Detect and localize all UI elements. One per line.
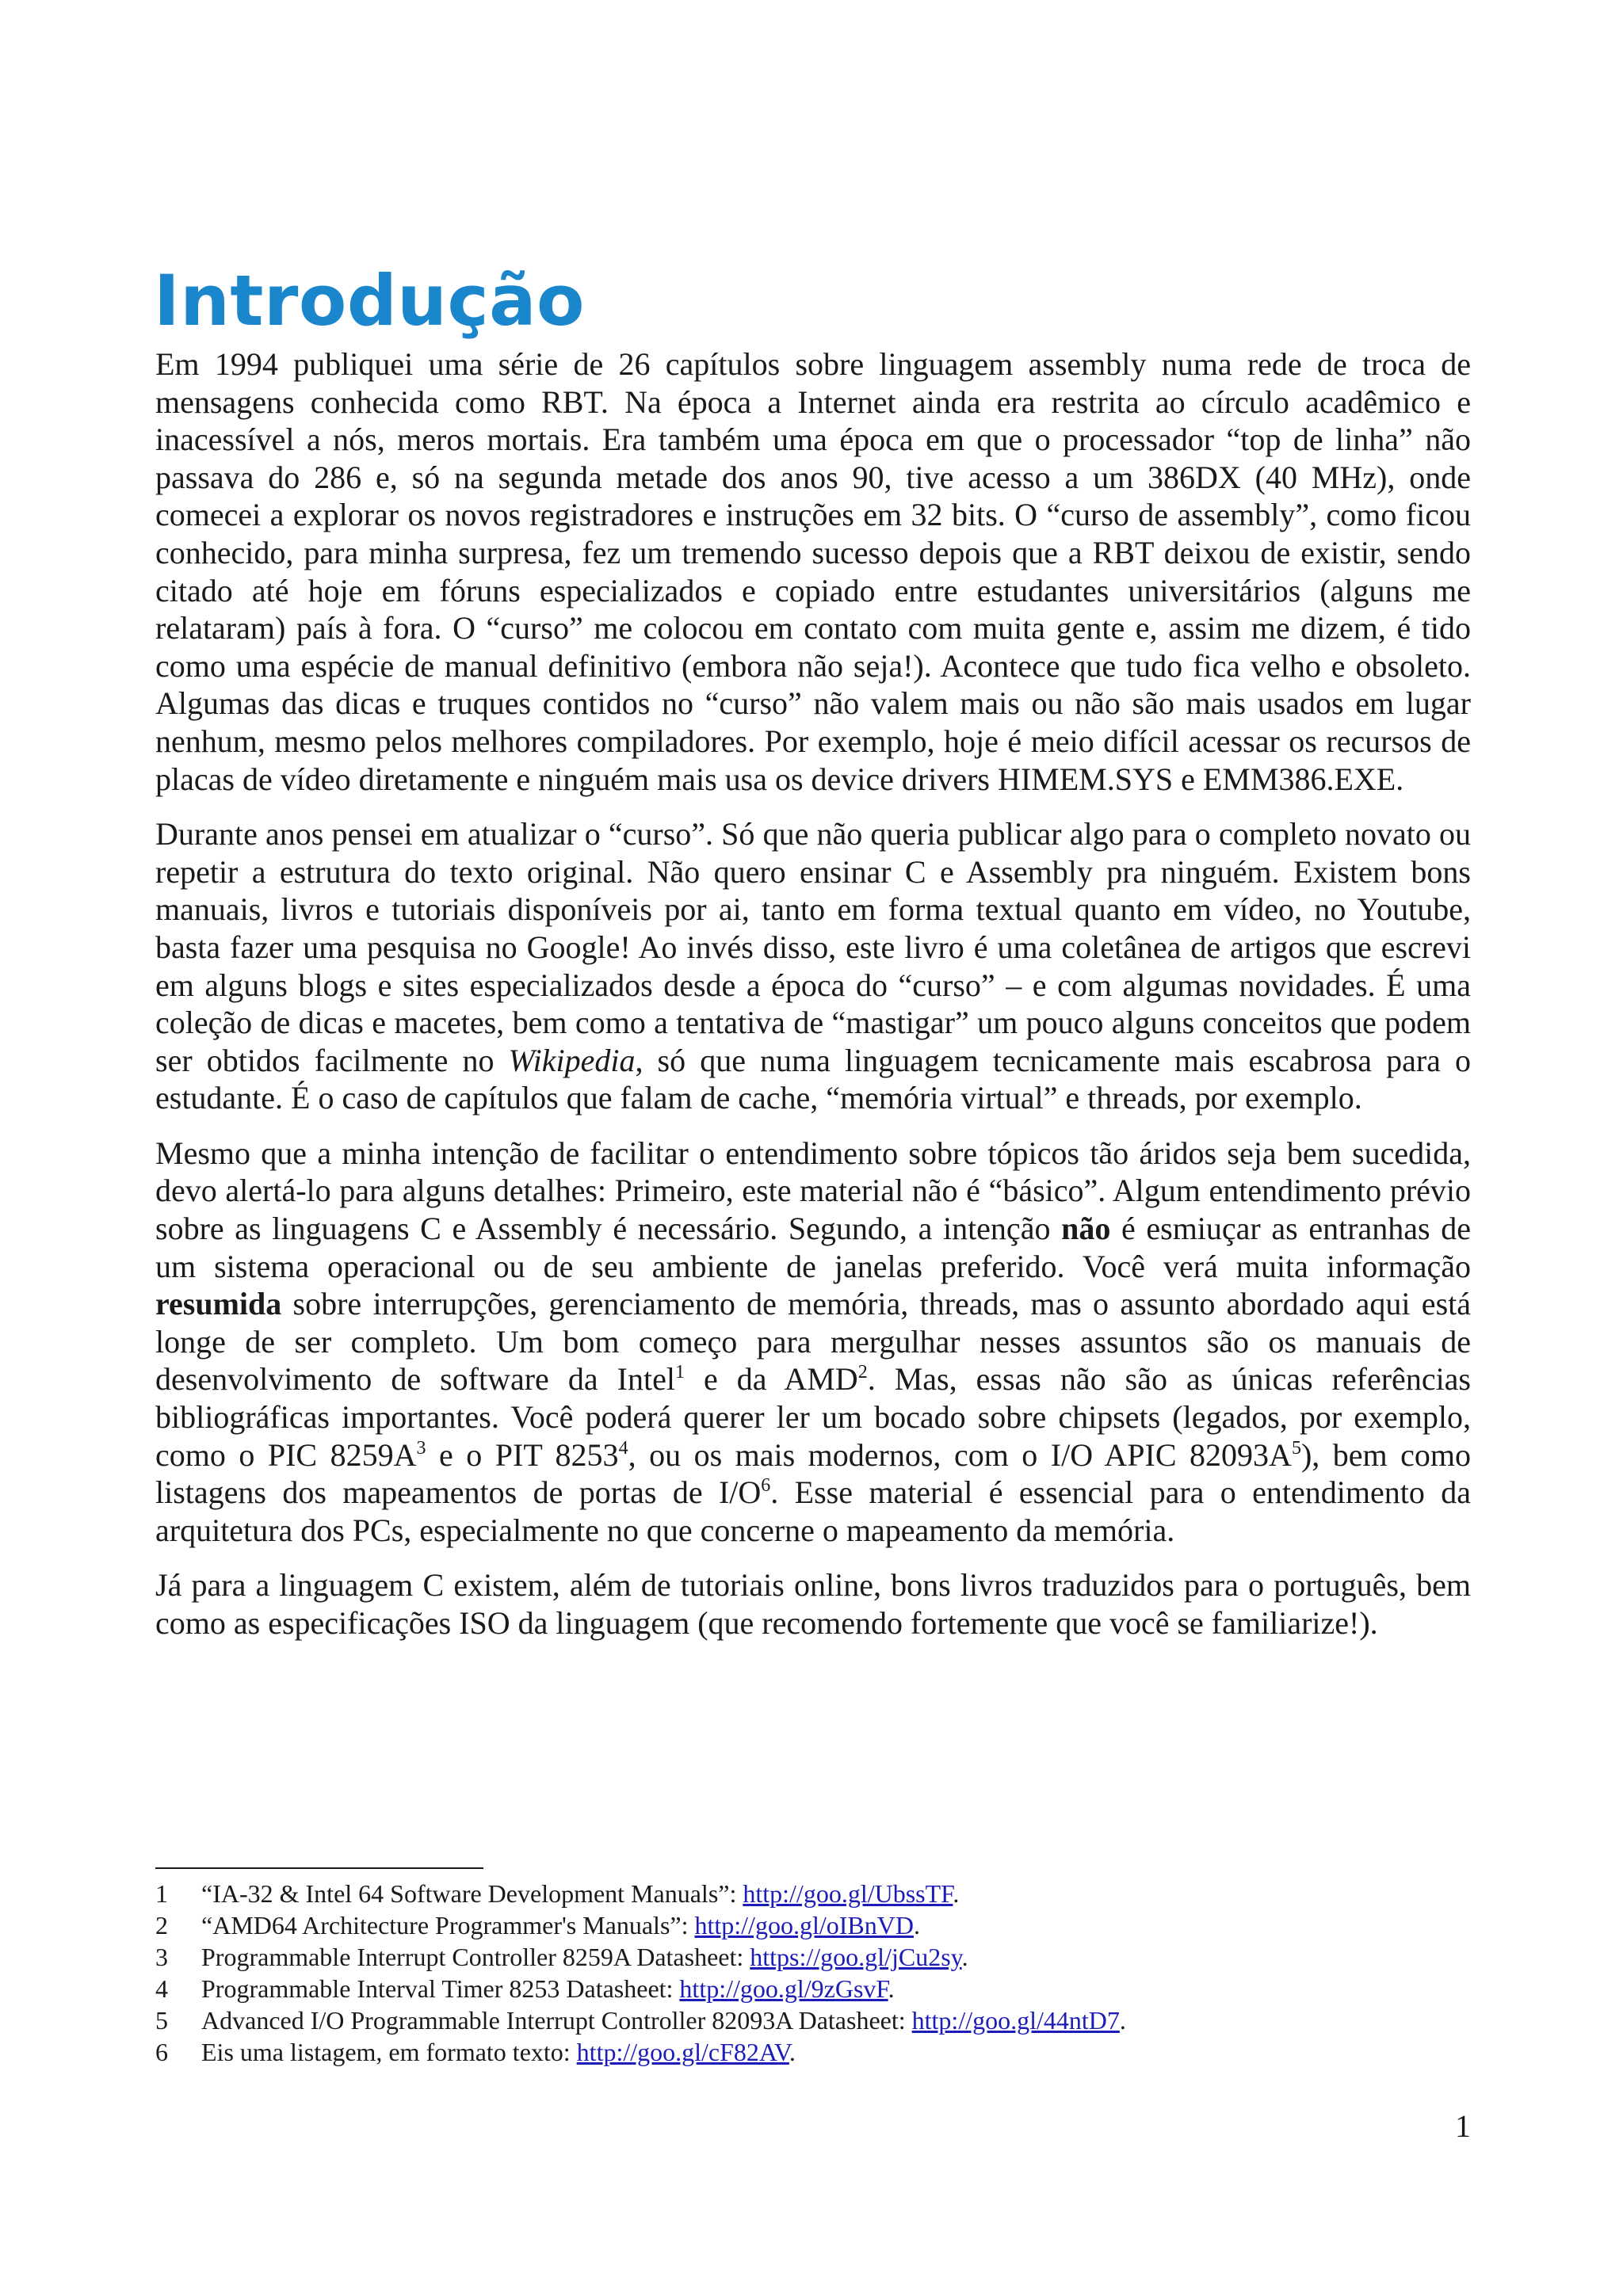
- wikipedia-italic: Wikipedia: [508, 1042, 636, 1078]
- footnote-text: Advanced I/O Programmable Interrupt Controller 82093A Datasheet:: [201, 2006, 912, 2035]
- footnote-link[interactable]: http://goo.gl/cF82AV: [576, 2038, 789, 2066]
- paragraph-3-text-b: é esmiuçar as entranhas de um sistema operacional ou de seu ambiente de janelas preferido. Você verá muita informação: [155, 1211, 1471, 1284]
- footnote-text: Eis uma listagem, em formato texto:: [201, 2038, 577, 2066]
- footnote-text: “AMD64 Architecture Programmer's Manuals”:: [201, 1911, 695, 1939]
- page-content: [155, 261, 1471, 1660]
- footnote-number: 3: [155, 1943, 168, 1971]
- paragraph-2-text-a: Durante anos pensei em atualizar o “curso”. Só que não queria publicar algo para o completo novato ou repetir a estrutura do texto original. Não quero ensinar C e Assembly pra ninguém. Existem bons manuais, livros e tutoriais disponíveis por ai, tanto em forma textual quanto em vídeo, no Youtube, basta fazer uma pesquisa no Google! Ao invés disso, este livro é uma coletânea de artigos que escrevi em alguns blogs e sites especializados desde a época do “curso” – e com algumas novidades. É uma coleção de dicas e macetes, bem como a tentativa de “mastigar” um pouco alguns conceitos que podem ser obtidos facilmente no: [155, 816, 1471, 1078]
- footnote-link[interactable]: http://goo.gl/9zGsvF: [679, 1974, 888, 2003]
- footnote-text: Programmable Interrupt Controller 8259A Datasheet:: [201, 1943, 750, 1971]
- footnotes: [155, 1878, 1471, 2068]
- footnote-link[interactable]: http://goo.gl/UbssTF: [743, 1879, 953, 1908]
- footnote: [155, 1909, 1471, 1941]
- paragraph-3: [155, 1135, 1471, 1550]
- footnote-end: .: [961, 1943, 968, 1971]
- paragraph-1: Em 1994 publiquei uma série de 26 capítulos sobre linguagem assembly numa rede de troca de mensagens conhecida como RBT. Na época a Internet ainda era restrita ao círculo acadêmico e inacessível a nós, meros mortais. Era também uma época em que o processador “top de linha” não passava do 286 e, só na segunda metade dos anos 90, tive acesso a um 386DX (40 MHz), onde comecei a explorar os novos registradores e instruções em 32 bits. O “curso de assembly”, como ficou conhecido, para minha surpresa, fez um tremendo sucesso depois que a RBT deixou de existir, sendo citado até hoje em fóruns especializados e copiado entre estudantes universitários (alguns me relataram) país à fora. O “curso” me colocou em contato com muita gente e, assim me dizem, é tido como uma espécie de manual definitivo (embora não seja!). Acontece que tudo fica velho e obsoleto. Algumas das dicas e truques contidos no “curso” não valem mais ou não são mais usados em lugar nenhum, mesmo pelos melhores compiladores. Por exemplo, hoje é meio difícil acessar os recursos de placas de vídeo diretamente e ninguém mais usa os device drivers HIMEM.SYS e EMM386.EXE.: [155, 346, 1471, 797]
- paragraph-3-text-h: ), bem como listagens dos mapeamentos de portas de I/O: [155, 1436, 1472, 1511]
- footnote: [155, 2036, 1471, 2068]
- page-number: 1: [1455, 2108, 1471, 2144]
- footnote: [155, 1941, 1471, 1973]
- paragraph-2-text-b: , só que numa linguagem tecnicamente mais escabrosa para o estudante. É o caso de capítulos que falam de cache, “memória virtual” e threads, por exemplo.: [155, 1042, 1471, 1116]
- footnote-end: .: [888, 1974, 895, 2003]
- footnote: [155, 1878, 1471, 1909]
- page-title: Introdução: [154, 260, 585, 341]
- footnote-link[interactable]: http://goo.gl/44ntD7: [911, 2006, 1120, 2035]
- footnote-end: .: [789, 2038, 796, 2066]
- paragraph-3-text-g: , ou os mais modernos, com o I/O APIC 82093A: [628, 1436, 1292, 1473]
- footnote-ref-5[interactable]: 5: [1291, 1437, 1301, 1459]
- footnote: [155, 1973, 1471, 2004]
- footnote-end: .: [953, 1879, 960, 1908]
- paragraph-3-text-i: . Esse material é essencial para o entendimento da arquitetura dos PCs, especialmente no que concerne o mapeamento da memória.: [155, 1474, 1471, 1548]
- footnote-ref-4[interactable]: 4: [618, 1437, 628, 1459]
- paragraph-3-text-d: e da AMD: [684, 1361, 858, 1398]
- footnote-end: .: [913, 1911, 920, 1939]
- footnote-text: Programmable Interval Timer 8253 Datasheet:: [201, 1974, 680, 2003]
- footnote-text: “IA-32 & Intel 64 Software Development Manuals”:: [201, 1879, 743, 1908]
- emphasis-resumida: resumida: [155, 1286, 282, 1322]
- paragraph-2: [155, 815, 1471, 1117]
- footnote: [155, 2004, 1471, 2036]
- footnote-ref-3[interactable]: 3: [416, 1437, 426, 1459]
- footnote-number: 4: [155, 1974, 168, 2003]
- emphasis-nao: não: [1061, 1211, 1111, 1247]
- footnote-link[interactable]: https://goo.gl/jCu2sy: [750, 1943, 962, 1971]
- paragraph-4: Já para a linguagem C existem, além de tutoriais online, bons livros traduzidos para o português, bem como as especificações ISO da linguagem (que recomendo fortemente que você se familiarize!).: [155, 1567, 1471, 1641]
- paragraph-3-text-e: . Mas, essas não são as únicas referências bibliográficas importantes. Você poderá querer ler um bocado sobre chipsets (legados, por exemplo, como o PIC 8259A: [155, 1361, 1471, 1473]
- paragraph-3-text-a: Mesmo que a minha intenção de facilitar o entendimento sobre tópicos tão áridos seja bem sucedida, devo alertá-lo para alguns detalhes: Primeiro, este material não é “básico”. Algum entendimento prévio sobre as linguagens C e Assembly é necessário. Segundo, a intenção: [155, 1135, 1471, 1247]
- footnote-separator: [155, 1867, 483, 1869]
- paragraph-3-text-c: sobre interrupções, gerenciamento de memória, threads, mas o assunto abordado aqui está longe de ser completo. Um bom começo para mergulhar nesses assuntos são os manuais de desenvolvimento de software da Intel: [155, 1286, 1471, 1398]
- footnote-number: 1: [155, 1879, 168, 1908]
- footnote-ref-1[interactable]: 1: [674, 1362, 685, 1383]
- footnote-link[interactable]: http://goo.gl/oIBnVD: [694, 1911, 914, 1939]
- paragraph-3-text-f: e o PIT 8253: [426, 1436, 619, 1473]
- footnote-number: 2: [155, 1911, 168, 1939]
- footnote-ref-2[interactable]: 2: [857, 1362, 868, 1383]
- footnote-number: 5: [155, 2006, 168, 2035]
- footnote-number: 6: [155, 2038, 168, 2066]
- footnote-ref-6[interactable]: 6: [761, 1475, 771, 1497]
- footnote-end: .: [1119, 2006, 1126, 2035]
